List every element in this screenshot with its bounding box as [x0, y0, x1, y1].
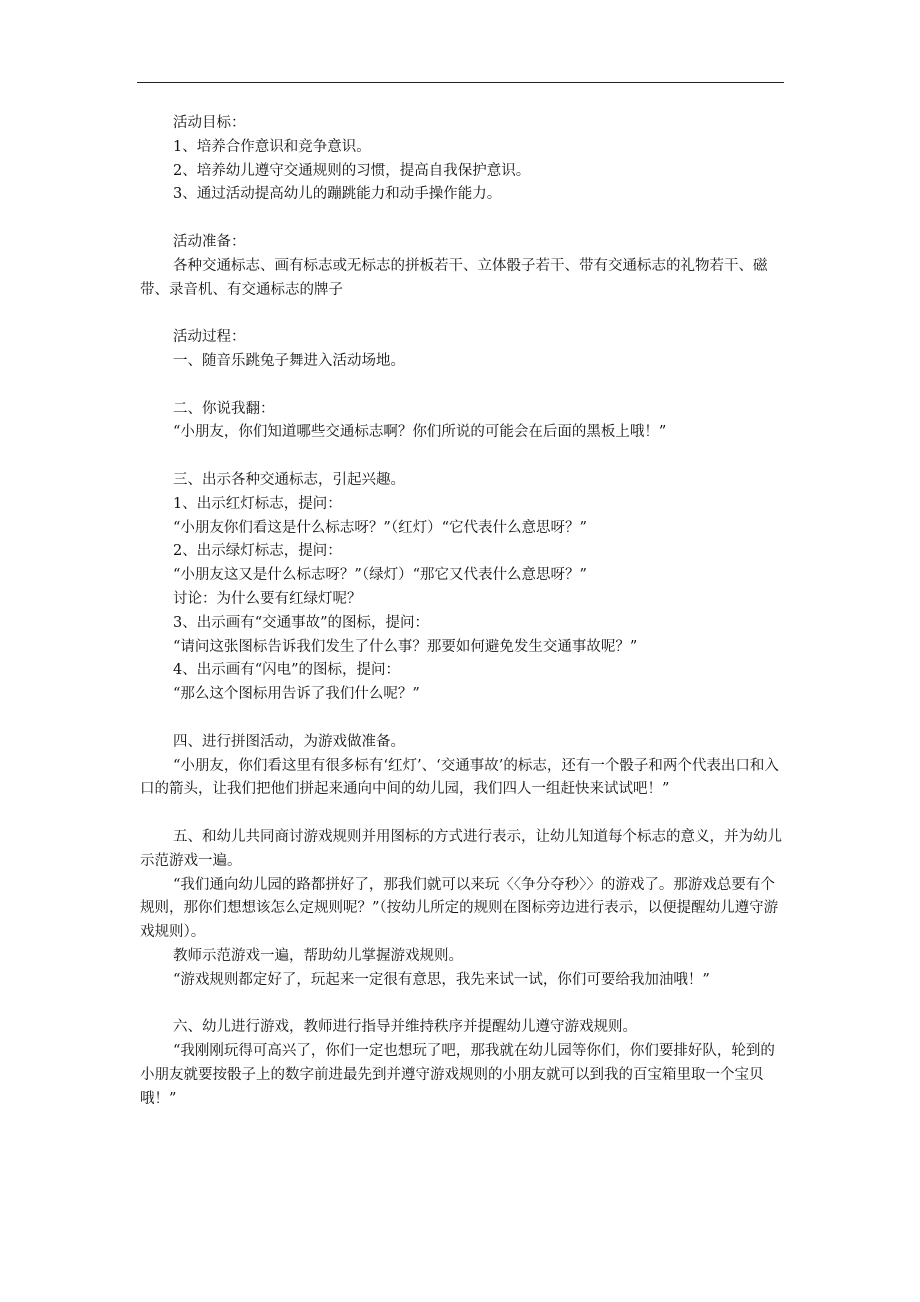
prep-text: 各种交通标志、画有标志或无标志的拼板若干、立体骰子若干、带有交通标志的礼物若干、磁带、录音机、有交通标志的牌子: [140, 257, 768, 298]
document-body: [140, 112, 790, 1111]
goals-heading: 活动目标：: [173, 115, 246, 131]
step2-title: 二、你说我翻：: [173, 400, 275, 417]
step5-quote: “我们通向幼儿园的路都拼好了，那我们就可以来玩〈〈争分夺秒〉〉的游戏了。那游戏总要有个规则，那你们想想该怎么定规则呢？”（按幼儿所定的规则在图标旁边进行表示，以便提醒幼儿遵守游戏规则）。: [140, 876, 779, 941]
spacer: [140, 207, 790, 231]
step3-title: 三、出示各种交通标志，引起兴趣。: [173, 471, 405, 488]
step4-title: 四、进行拼图活动，为游戏做准备。: [173, 733, 405, 750]
step3-line: 讨论：为什么要有红绿灯呢？: [173, 590, 362, 607]
goal-item: 1、培养合作意识和竞争意识。: [173, 138, 371, 155]
step3-line: “小朋友这又是什么标志呀？”（绿灯）“那它又代表什么意思呀？”: [173, 567, 587, 584]
step3-line: 3、出示画有“交通事故”的图标，提问：: [173, 614, 430, 631]
step3-line: “小朋友你们看这是什么标志呀？”（红灯）“它代表什么意思呀？”: [173, 519, 587, 536]
step1-text: 一、随音乐跳兔子舞进入活动场地。: [173, 352, 405, 369]
process-heading: 活动过程：: [173, 329, 246, 346]
step3-line: 2、出示绿灯标志，提问：: [173, 543, 342, 560]
header-rule: [137, 82, 784, 83]
spacer: [140, 802, 790, 826]
spacer: [140, 707, 790, 731]
spacer: [140, 992, 790, 1016]
step3-line: “请问这张图标告诉我们发生了什么事？那要如何避免发生交通事故呢？”: [173, 638, 638, 655]
step3-line: 1、出示红灯标志，提问：: [173, 495, 342, 512]
step5-title: 五、和幼儿共同商讨游戏规则并用图标的方式进行表示，让幼儿知道每个标志的意义，并为幼儿示范游戏一遍。: [140, 828, 782, 869]
spacer: [140, 302, 790, 326]
spacer: [140, 374, 790, 398]
step6-quote: “我刚刚玩得可高兴了，你们一定也想玩了吧，那我就在幼儿园等你们，你们要排好队，轮到的小朋友就要按骰子上的数字前进最先到并遵守游戏规则的小朋友就可以到我的百宝箱里取一个宝贝哦！”: [140, 1043, 775, 1107]
spacer: [140, 445, 790, 469]
prep-heading: 活动准备：: [173, 233, 246, 250]
goal-item: 2、培养幼儿遵守交通规则的习惯，提高自我保护意识。: [173, 162, 531, 179]
step3-line: “那么这个图标用告诉了我们什么呢？”: [173, 686, 420, 703]
goal-item: 3、通过活动提高幼儿的蹦跳能力和动手操作能力。: [173, 186, 502, 203]
step5-demo: 教师示范游戏一遍，帮助幼儿掌握游戏规则。: [173, 947, 463, 964]
step3-line: 4、出示画有“闪电”的图标，提问：: [173, 662, 401, 679]
step2-quote: “小朋友，你们知道哪些交通标志啊？你们所说的可能会在后面的黑板上哦！”: [173, 424, 667, 441]
step4-quote: “小朋友，你们看这里有很多标有‘红灯’、‘交通事故’的标志，还有一个骰子和两个代表出口和入口的箭头，让我们把他们拼起来通向中间的幼儿园，我们四人一组赶快来试试吧！”: [140, 757, 779, 798]
step6-title: 六、幼儿进行游戏，教师进行指导并维持秩序并提醒幼儿遵守游戏规则。: [173, 1019, 637, 1036]
step5-quote2: “游戏规则都定好了，玩起来一定很有意思，我先来试一试，你们可要给我加油哦！”: [173, 971, 710, 988]
